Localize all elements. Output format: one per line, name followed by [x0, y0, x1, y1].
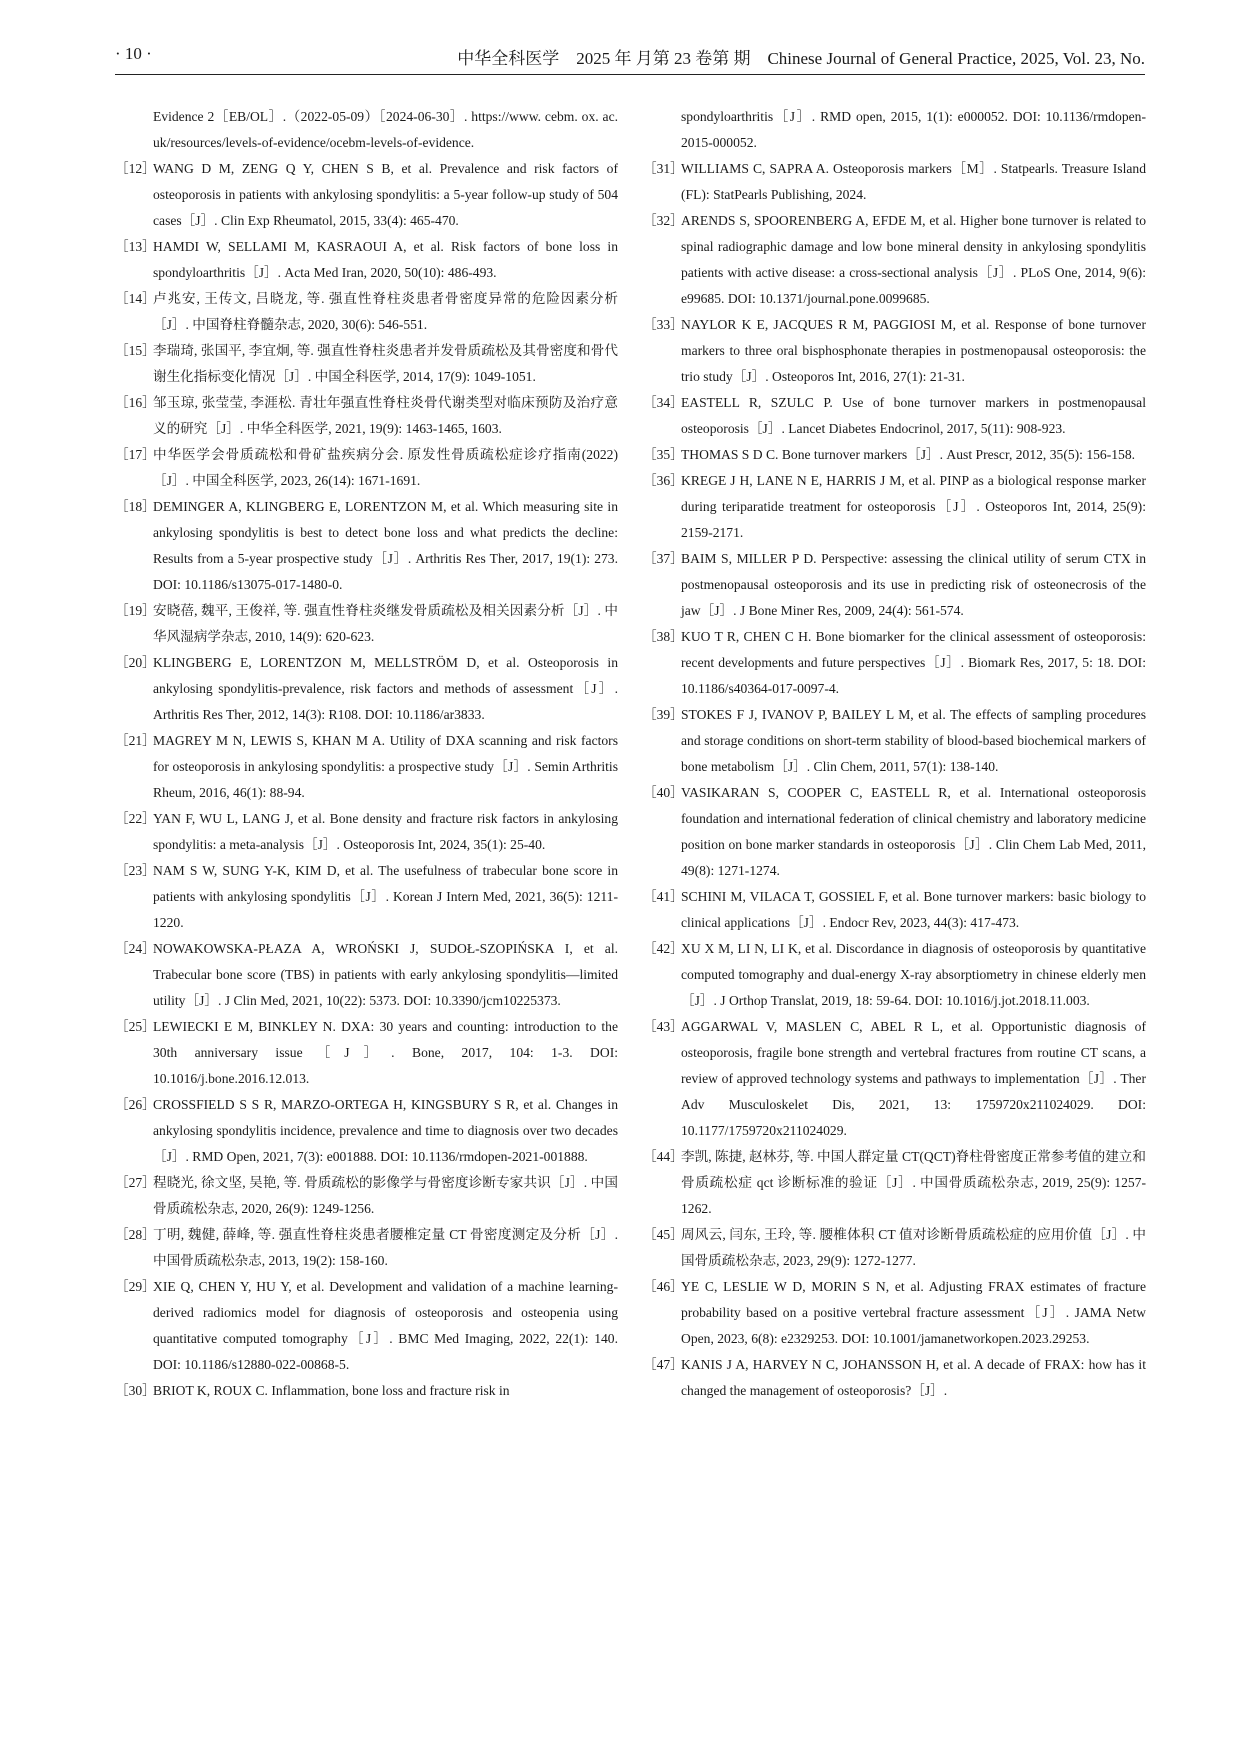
reference-item: [643, 936, 1146, 1014]
reference-text: YAN F, WU L, LANG J, et al. Bone density and fracture risk factors in ankylosing spondylitis: a meta-analysis［J］. Osteoporosis Int, 2024, 35(1): 25-40.: [153, 811, 618, 852]
reference-item: [115, 1170, 618, 1222]
reference-text: CROSSFIELD S S R, MARZO-ORTEGA H, KINGSBURY S R, et al. Changes in ankylosing spondylitis incidence, prevalence and time to diagnosis over two decades［J］. RMD Open, 2021, 7(3): e001888. DOI: 10.1136/rmdopen-2021-001888.: [153, 1097, 618, 1164]
reference-number: ［32］: [643, 213, 684, 228]
reference-text: 周风云, 闫东, 王玲, 等. 腰椎体积 CT 值对诊断骨质疏松症的应用价值［J］. 中国骨质疏松杂志, 2023, 29(9): 1272-1277.: [681, 1227, 1146, 1268]
journal-title: 中华全科医学 2025 年 月第 23 卷第 期 Chinese Journal of General Practice, 2025, Vol. 23, No.: [457, 49, 1145, 68]
reference-text: 李凯, 陈捷, 赵林芬, 等. 中国人群定量 CT(QCT)脊柱骨密度正常参考值的建立和骨质疏松症 qct 诊断标准的验证［J］. 中国骨质疏松杂志, 2019, 25(9): 1257-1262.: [681, 1149, 1146, 1216]
reference-item: [115, 1014, 618, 1092]
reference-number: ［46］: [643, 1279, 684, 1294]
reference-text: 程晓光, 徐文坚, 吴艳, 等. 骨质疏松的影像学与骨密度诊断专家共识［J］. 中国骨质疏松杂志, 2020, 26(9): 1249-1256.: [153, 1175, 618, 1216]
reference-item: [115, 728, 618, 806]
reference-item: [115, 338, 618, 390]
reference-item: [115, 936, 618, 1014]
reference-text: THOMAS S D C. Bone turnover markers［J］. Aust Prescr, 2012, 35(5): 156-158.: [681, 447, 1136, 462]
reference-text: EASTELL R, SZULC P. Use of bone turnover markers in postmenopausal osteoporosis［J］. Lancet Diabetes Endocrinol, 2017, 5(11): 908-923.: [681, 395, 1146, 436]
reference-text: ARENDS S, SPOORENBERG A, EFDE M, et al. Higher bone turnover is related to spinal radiographic damage and low bone mineral density in ankylosing spondylitis patients with active disease: a cross-sectional analysis［J］. PLoS One, 2014, 9(6): e99685. DOI: 10.1371/journal.pone.0099685.: [681, 213, 1146, 306]
reference-number: ［29］: [115, 1279, 156, 1294]
reference-item: [643, 1222, 1146, 1274]
reference-text: KREGE J H, LANE N E, HARRIS J M, et al. PINP as a biological response marker during teriparatide treatment for osteoporosis［J］. Osteoporos Int, 2014, 25(9): 2159-2171.: [681, 473, 1146, 540]
reference-number: ［39］: [643, 707, 684, 722]
reference-text: HAMDI W, SELLAMI M, KASRAOUI A, et al. Risk factors of bone loss in spondyloarthritis［J］. Acta Med Iran, 2020, 50(10): 486-493.: [153, 239, 618, 280]
reference-number: ［40］: [643, 785, 684, 800]
reference-number: ［27］: [115, 1175, 156, 1190]
reference-item: [643, 780, 1146, 884]
reference-number: ［44］: [643, 1149, 684, 1164]
reference-number: ［41］: [643, 889, 684, 904]
reference-item: [643, 1352, 1146, 1404]
reference-text: 邹玉琼, 张莹莹, 李涯松. 青壮年强直性脊柱炎骨代谢类型对临床预防及治疗意义的研究［J］. 中华全科医学, 2021, 19(9): 1463-1465, 1603.: [153, 395, 618, 436]
reference-text: LEWIECKI E M, BINKLEY N. DXA: 30 years and counting: introduction to the 30th anniversary issue［J］. Bone, 2017, 104: 1-3. DOI: 10.1016/j.bone.2016.12.013.: [153, 1019, 618, 1086]
reference-text: spondyloarthritis［J］. RMD open, 2015, 1(1): e000052. DOI: 10.1136/rmdopen-2015-000052.: [681, 109, 1146, 150]
reference-number: ［35］: [643, 447, 684, 462]
reference-number: ［45］: [643, 1227, 684, 1242]
reference-item: [643, 468, 1146, 546]
reference-text: 丁明, 魏健, 薛峰, 等. 强直性脊柱炎患者腰椎定量 CT 骨密度测定及分析［J］. 中国骨质疏松杂志, 2013, 19(2): 158-160.: [153, 1227, 618, 1268]
reference-text: NAYLOR K E, JACQUES R M, PAGGIOSI M, et al. Response of bone turnover markers to three oral bisphosphonate therapies in postmenopausal osteoporosis: the trio study［J］. Osteoporos Int, 2016, 27(1): 21-31.: [681, 317, 1146, 384]
reference-item: [643, 208, 1146, 312]
reference-column-right: [643, 104, 1146, 1404]
reference-number: ［25］: [115, 1019, 156, 1034]
reference-item: [115, 1274, 618, 1378]
reference-number: ［38］: [643, 629, 684, 644]
reference-text: XU X M, LI N, LI K, et al. Discordance in diagnosis of osteoporosis by quantitative computed tomography and dual-energy X-ray absorptiometry in chinese elderly men［J］. J Orthop Translat, 2019, 18: 59-64. DOI: 10.1016/j.jot.2018.11.003.: [681, 941, 1146, 1008]
reference-text: KUO T R, CHEN C H. Bone biomarker for the clinical assessment of osteoporosis: recent developments and future perspectives［J］. Biomark Res, 2017, 5: 18. DOI: 10.1186/s40364-017-0097-4.: [681, 629, 1146, 696]
reference-text: KLINGBERG E, LORENTZON M, MELLSTRÖM D, et al. Osteoporosis in ankylosing spondylitis-prevalence, risk factors and methods of assessment［J］. Arthritis Res Ther, 2012, 14(3): R108. DOI: 10.1186/ar3833.: [153, 655, 618, 722]
reference-number: ［34］: [643, 395, 684, 410]
reference-text: AGGARWAL V, MASLEN C, ABEL R L, et al. Opportunistic diagnosis of osteoporosis, fragile bone strength and vertebral fractures from routine CT scans, a review of approved technology systems and pathways to implementation［J］. Ther Adv Musculoskelet Dis, 2021, 13: 1759720x211024029. DOI: 10.1177/1759720x211024029.: [681, 1019, 1146, 1138]
reference-number: ［20］: [115, 655, 156, 670]
reference-number: ［22］: [115, 811, 156, 826]
reference-item: [643, 1144, 1146, 1222]
reference-item: [643, 1014, 1146, 1144]
reference-number: ［28］: [115, 1227, 156, 1242]
reference-number: ［15］: [115, 343, 156, 358]
reference-text: 中华医学会骨质疏松和骨矿盐疾病分会. 原发性骨质疏松症诊疗指南(2022)［J］. 中国全科医学, 2023, 26(14): 1671-1691.: [153, 447, 618, 488]
reference-number: ［30］: [115, 1383, 156, 1398]
reference-number: ［37］: [643, 551, 684, 566]
reference-text: XIE Q, CHEN Y, HU Y, et al. Development and validation of a machine learning-derived radiomics model for diagnosis of osteoporosis and osteopenia using quantitative computed tomography［J］. BMC Med Imaging, 2022, 22(1): 140. DOI: 10.1186/s12880-022-00868-5.: [153, 1279, 618, 1372]
reference-item: [643, 390, 1146, 442]
reference-item: [115, 494, 618, 598]
reference-text: MAGREY M N, LEWIS S, KHAN M A. Utility of DXA scanning and risk factors for osteoporosis in ankylosing spondylitis: a prospective study［J］. Semin Arthritis Rheum, 2016, 46(1): 88-94.: [153, 733, 618, 800]
reference-text: KANIS J A, HARVEY N C, JOHANSSON H, et al. A decade of FRAX: how has it changed the management of osteoporosis?［J］.: [681, 1357, 1146, 1398]
reference-text: VASIKARAN S, COOPER C, EASTELL R, et al. International osteoporosis foundation and international federation of clinical chemistry and laboratory medicine position on bone marker standards in osteoporosis［J］. Clin Chem Lab Med, 2011, 49(8): 1271-1274.: [681, 785, 1146, 878]
reference-item: [643, 1274, 1146, 1352]
reference-number: ［23］: [115, 863, 156, 878]
reference-text: NOWAKOWSKA-PŁAZA A, WROŃSKI J, SUDOŁ-SZOPIŃSKA I, et al. Trabecular bone score (TBS) in patients with early ankylosing spondylitis—limited utility［J］. J Clin Med, 2021, 10(22): 5373. DOI: 10.3390/jcm10225373.: [153, 941, 618, 1008]
reference-text: BRIOT K, ROUX C. Inflammation, bone loss and fracture risk in: [153, 1383, 510, 1398]
reference-number: ［12］: [115, 161, 156, 176]
reference-item: [115, 234, 618, 286]
page-number: · 10 ·: [115, 44, 152, 63]
reference-number: ［19］: [115, 603, 156, 618]
reference-item: [643, 624, 1146, 702]
reference-item: [643, 156, 1146, 208]
reference-column-left: [115, 104, 618, 1404]
reference-number: ［24］: [115, 941, 156, 956]
reference-number: ［16］: [115, 395, 156, 410]
reference-item: [115, 156, 618, 234]
reference-item: [643, 546, 1146, 624]
reference-number: ［33］: [643, 317, 684, 332]
reference-text: WANG D M, ZENG Q Y, CHEN S B, et al. Prevalence and risk factors of osteoporosis in patients with ankylosing spondylitis: a 5-year follow-up study of 504 cases［J］. Clin Exp Rheumatol, 2015, 33(4): 465-470.: [153, 161, 618, 228]
reference-item: [115, 598, 618, 650]
reference-number: ［43］: [643, 1019, 684, 1034]
reference-number: ［13］: [115, 239, 156, 254]
reference-text: SCHINI M, VILACA T, GOSSIEL F, et al. Bone turnover markers: basic biology to clinical applications［J］. Endocr Rev, 2023, 44(3): 417-473.: [681, 889, 1146, 930]
reference-text: 李瑞琦, 张国平, 李宜炯, 等. 强直性脊柱炎患者并发骨质疏松及其骨密度和骨代谢生化指标变化情况［J］. 中国全科医学, 2014, 17(9): 1049-1051.: [153, 343, 618, 384]
reference-item: [115, 806, 618, 858]
reference-text: STOKES F J, IVANOV P, BAILEY L M, et al. The effects of sampling procedures and storage conditions on short-term stability of blood-based biochemical markers of bone metabolism［J］. Clin Chem, 2011, 57(1): 138-140.: [681, 707, 1146, 774]
reference-text: 卢兆安, 王传文, 吕晓龙, 等. 强直性脊柱炎患者骨密度异常的危险因素分析［J］. 中国脊柱脊髓杂志, 2020, 30(6): 546-551.: [153, 291, 618, 332]
reference-number: ［21］: [115, 733, 156, 748]
reference-text: BAIM S, MILLER P D. Perspective: assessing the clinical utility of serum CTX in postmenopausal osteoporosis and its use in predicting risk of osteonecrosis of the jaw［J］. J Bone Miner Res, 2009, 24(4): 561-574.: [681, 551, 1146, 618]
reference-number: ［26］: [115, 1097, 156, 1112]
reference-item: [643, 442, 1146, 468]
reference-item: [115, 442, 618, 494]
reference-text: YE C, LESLIE W D, MORIN S N, et al. Adjusting FRAX estimates of fracture probability based on a positive vertebral fracture assessment［J］. JAMA Netw Open, 2023, 6(8): e2329253. DOI: 10.1001/jamanetworkopen.2023.29253.: [681, 1279, 1146, 1346]
reference-number: ［18］: [115, 499, 156, 514]
reference-text: DEMINGER A, KLINGBERG E, LORENTZON M, et al. Which measuring site in ankylosing spondylitis is best to detect bone loss and what predicts the decline: Results from a 5-year prospective study［J］. Arthritis Res Ther, 2017, 19(1): 273. DOI: 10.1186/s13075-017-1480-0.: [153, 499, 618, 592]
reference-item: [115, 390, 618, 442]
reference-text: WILLIAMS C, SAPRA A. Osteoporosis markers［M］. Statpearls. Treasure Island (FL): StatPearls Publishing, 2024.: [681, 161, 1146, 202]
reference-number: ［17］: [115, 447, 156, 462]
reference-number: ［42］: [643, 941, 684, 956]
reference-item: [115, 858, 618, 936]
reference-text: 安晓蓓, 魏平, 王俊祥, 等. 强直性脊柱炎继发骨质疏松及相关因素分析［J］. 中华风湿病学杂志, 2010, 14(9): 620-623.: [153, 603, 618, 644]
reference-number: ［14］: [115, 291, 156, 306]
reference-item: [115, 1222, 618, 1274]
reference-number: ［31］: [643, 161, 684, 176]
reference-text: NAM S W, SUNG Y-K, KIM D, et al. The usefulness of trabecular bone score in patients with ankylosing spondylitis［J］. Korean J Intern Med, 2021, 36(5): 1211-1220.: [153, 863, 618, 930]
reference-item: [115, 1092, 618, 1170]
reference-item: [643, 702, 1146, 780]
running-header: [115, 38, 1145, 75]
reference-continuation: [115, 104, 618, 156]
reference-continuation: [643, 104, 1146, 156]
reference-item: [115, 286, 618, 338]
reference-number: ［36］: [643, 473, 684, 488]
reference-item: [643, 312, 1146, 390]
reference-item: [115, 650, 618, 728]
reference-number: ［47］: [643, 1357, 684, 1372]
reference-item: [643, 884, 1146, 936]
reference-text: Evidence 2［EB/OL］.（2022-05-09）［2024-06-30］. https://www. cebm. ox. ac. uk/resources/levels-of-evidence/ocebm-levels-of-evidence.: [153, 109, 618, 150]
reference-item: [115, 1378, 618, 1404]
